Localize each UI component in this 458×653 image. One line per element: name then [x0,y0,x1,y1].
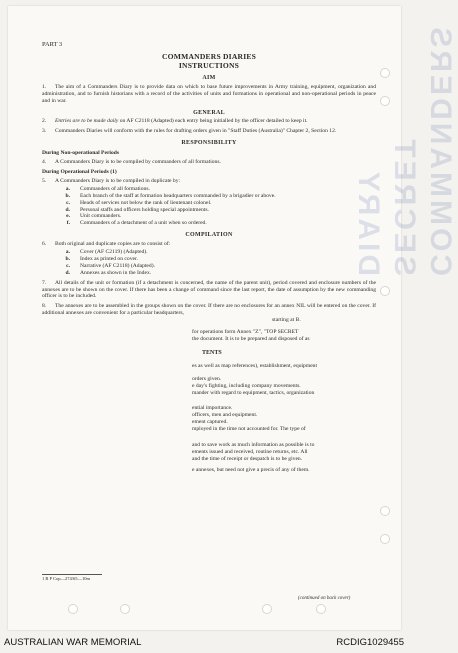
paragraph-3: 3. Commanders Diaries will conform with the rules for drafting orders given in "Staff Duties (Australia)" Chapter 2, Section 12. [42,128,337,135]
list-item: f. Commanders of a detachment of a unit when so ordered. [66,220,207,227]
list-item: c. Heads of services not below the rank of lieutenant colonel. [66,199,212,206]
paragraph-1: 1. The aim of a Commanders Diary is to provide data on which to base future improvements in Army training, equipment, organization and administration, and to furnish historians with a record of the activities of units and formations in operational and non-operational periods in peace and in war. [42,83,376,104]
list-item: a. Commanders of all formations. [65,185,150,192]
punch-hole [380,286,390,296]
paragraph-6: 6. Both original and duplicate copies are to consist of: [42,241,171,248]
heading-compilation: COMPILATION [185,232,233,239]
punch-hole [380,96,390,106]
partial-line: e day's fighting, including company movements. [192,382,301,389]
compilation-list [42,249,376,277]
document-page [8,6,457,630]
document-title: COMMANDERS DIARIES [161,51,257,61]
subheading-operational: During Operational Periods (1) [42,168,117,175]
archive-id: RCDIG1029455 [336,637,404,648]
partial-line: orders given. [192,375,222,382]
punch-hole [316,604,326,614]
print-code: 1 R P Cop—274/65—10m [42,574,102,581]
punch-hole [380,534,390,544]
heading-contents: TENTS [202,349,222,356]
partial-line: officers, men and equipment. [192,412,258,419]
partial-line: and the time of receipt or despatch is to be given. [192,455,303,462]
partial-line: ement captured. [192,419,228,426]
partial-line: the document. It is to be prepared and disposed of as [192,336,310,342]
punch-hole [68,604,78,614]
punch-hole [380,506,390,516]
paragraph-5: 5. A Commanders Diary is to be compiled in duplicate by: [42,177,181,184]
partial-line: e annexes, but need not give a precis of any of them. [192,466,310,473]
list-item: a. Cover (AF C2119) (Adapted). [65,249,148,256]
partial-line: es as well as map references), establishment, equipment [192,362,318,369]
paragraph-7: 7. All details of the unit or formation (if a detachment is concerned, the name of the parent unit), period covered and enclosure numbers of the annexes are to be shown on the cover. If there has been a change of command since the last report, the date of assumption by the new commanding officer is to be included. [42,279,376,300]
list-item: b. Each branch of the staff at formation headquarters commanded by a brigadier or above. [65,192,276,199]
list-item: e. Unit commanders. [66,213,122,220]
list-item: d. Annexes as shown in the Index. [65,269,152,276]
partial-line: for operations form Annex "Z", "TOP SECRET [192,329,299,336]
partial-line [42,396,376,405]
list-item: d. Personal staffs and officers holding special appointments. [65,206,209,213]
part-label: PART 3 [42,41,63,48]
list-item: c. Narrative (AF C2118) (Adapted). [66,262,155,269]
bleed-through-text: COMMANDERS SECRET DIARY [352,24,457,276]
partial-line: ements issued and received, routine returns, etc. All [192,448,308,455]
heading-aim: AIM [202,74,216,81]
document-subtitle: INSTRUCTIONS [178,60,240,70]
partial-line: and to save work as much information as possible is to [192,442,315,449]
partial-line: mployed in the time not accounted for. The type of [192,426,306,433]
punch-hole [262,604,272,614]
paragraph-8: 8. The annexes are to be assembled in the groups shown on the cover. If there are no enclosures for an annex NIL will be entered on the cover. If additional annexes are convenient for a particular headquarters, [42,303,376,317]
punch-hole [120,604,130,614]
paragraph-2: 2. Entries are to be made daily on AF C2118 (Adapted) each entry being initialled by the officer detailed to keep it. [42,118,308,125]
continued-note: (continued on back cover) [298,596,351,601]
partial-line [42,433,376,442]
heading-general: GENERAL [193,109,225,116]
partial-line: starting at B. [272,317,301,324]
archive-caption: AUSTRALIAN WAR MEMORIAL [4,637,142,648]
heading-responsibility: RESPONSIBILITY [181,140,237,147]
subheading-non-operational: During Non-operational Periods [42,150,120,157]
partial-line: mander with regard to equipment, tactics, organization [192,389,315,396]
responsibility-list [42,186,376,227]
partial-line: ential importance. [192,405,233,412]
paragraph-4: 4. A Commanders Diary is to be compiled by commanders of all formations. [42,159,221,166]
document-body [42,42,376,474]
punch-hole [380,68,390,78]
list-item: b. Index as printed on cover. [65,255,138,262]
